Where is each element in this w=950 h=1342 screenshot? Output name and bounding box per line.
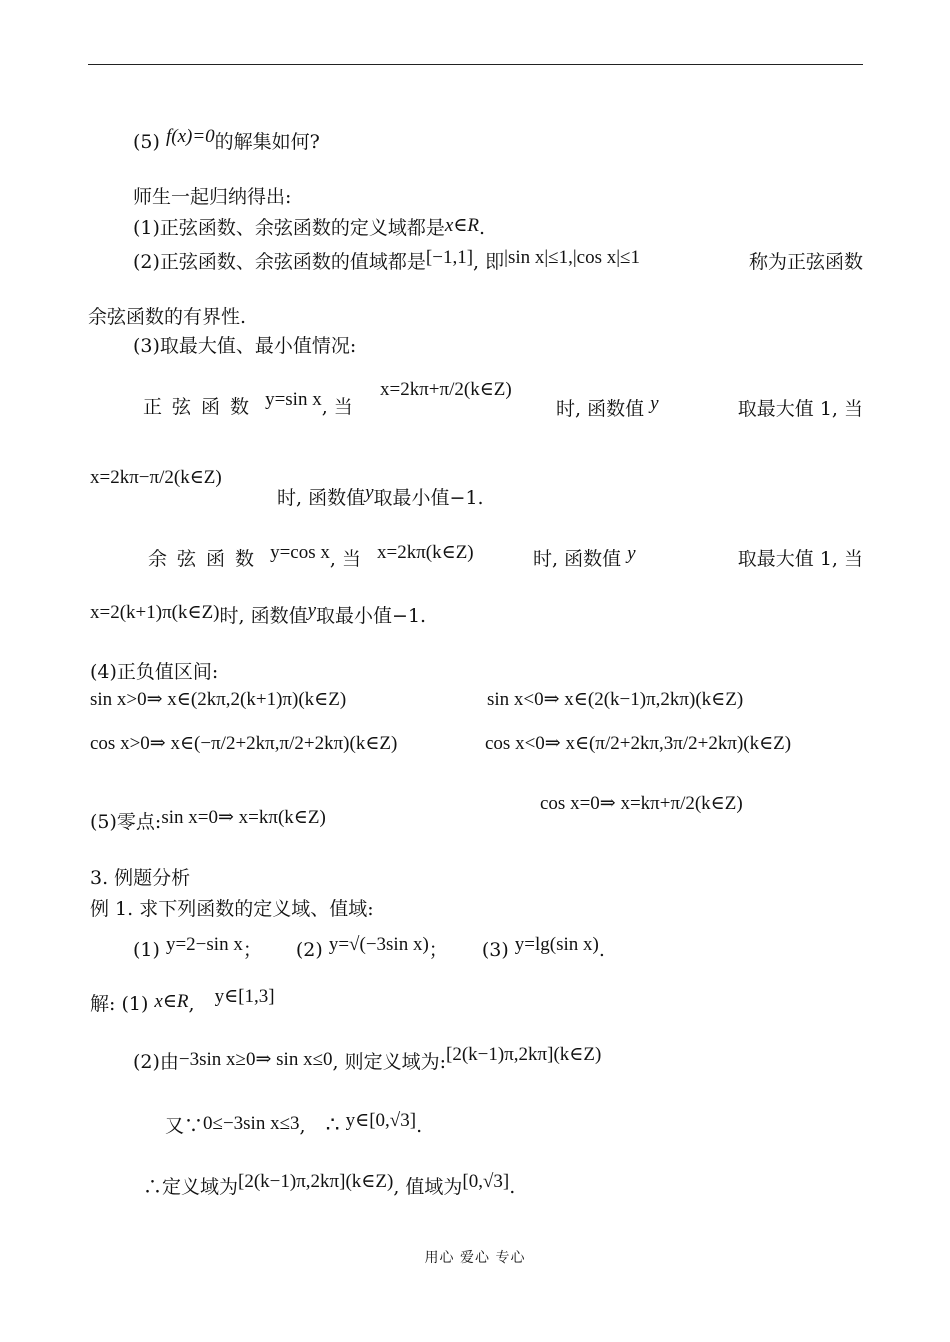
sine-lead [143, 389, 353, 420]
math-expression: −3sin x≥0⇒ sin x≤0 [178, 1049, 333, 1070]
sine-label: 正弦函数 [143, 396, 260, 418]
cos-zero: cos x=0⇒ x=kπ+π/2(k∈Z) [540, 793, 743, 814]
point-1-text: (1)正弦函数、余弦函数的定义域都是 [133, 217, 445, 239]
example-title: 例 1. 求下列函数的定义域、值域: [90, 898, 374, 920]
sine-max-condition: x=2kπ+π/2(k∈Z) [380, 379, 512, 400]
math-expression: [−1,1] [425, 247, 474, 268]
solution-text: 又∵ [165, 1115, 204, 1137]
point-5 [90, 807, 326, 835]
variable-y: y [307, 600, 317, 621]
cos-negative-interval: cos x<0⇒ x∈(π/2+2kπ,3π/2+2kπ)(k∈Z) [485, 733, 792, 754]
cosine-max-result [533, 543, 863, 572]
variable-y: y [365, 482, 374, 503]
solution-text: , 则定义域为: [332, 1051, 446, 1073]
math-expression: |sin x|≤1,|cos x|≤1 [504, 247, 640, 268]
point-2-text: (2)正弦函数、余弦函数的值域都是 [133, 251, 426, 273]
math-expression: x∈R [154, 991, 189, 1012]
sin-zero: sin x=0⇒ x=kπ(k∈Z) [161, 807, 326, 828]
math-expression: y∈[0,√3] [345, 1110, 417, 1131]
cos-positive-interval: cos x>0⇒ x∈(−π/2+2kπ,π/2+2kπ)(k∈Z) [90, 733, 398, 754]
sine-max-result [556, 393, 863, 422]
math-expression: f(x)=0 [165, 126, 215, 147]
variable-y: y [650, 393, 659, 414]
cosine-lead [148, 542, 474, 572]
result-text: 时, 函数值 [556, 398, 645, 420]
math-expression: x∈R [444, 215, 480, 236]
therefore-symbol: ∴ [325, 1113, 340, 1138]
sine-min-condition: x=2kπ−π/2(k∈Z) [90, 467, 222, 488]
solution-4: ∴定义域为[2(k−1)π,2kπ](k∈Z), 值域为[0,√3]. [143, 1171, 516, 1198]
solution-1: 解: (1) x∈R, y∈[1,3] [90, 986, 275, 1015]
summary-intro: 师生一起归纳得出: [133, 186, 292, 208]
punctuation: , 当 [321, 396, 353, 418]
example-questions: (1) y=2−sin x； (2) y=√(−3sin x)； (3) y=lg(sin x). [133, 934, 605, 961]
point-1 [133, 216, 485, 241]
math-expression: y=cos x [270, 542, 330, 563]
math-expression: y=lg(sin x) [514, 934, 599, 955]
max-value-text: 取最大值 1, 当 [737, 398, 863, 420]
sin-positive-interval: sin x>0⇒ x∈(2kπ,2(k+1)π)(k∈Z) [90, 689, 347, 710]
header-rule [88, 64, 863, 65]
solution-label: 解: (1) [90, 993, 149, 1015]
math-expression: 0≤−3sin x≤3 [203, 1113, 300, 1134]
punctuation: , 当 [329, 548, 361, 570]
sin-negative-interval: sin x<0⇒ x∈(2(k−1)π,2kπ)(k∈Z) [487, 689, 744, 710]
point-2-continuation: 余弦函数的有界性. [88, 306, 247, 328]
point-3: (3)取最大值、最小值情况: [133, 335, 357, 357]
cosine-min-line [90, 600, 427, 629]
section-heading: 3. 例题分析 [90, 867, 191, 889]
point-2 [133, 247, 863, 275]
point-4: (4)正负值区间: [90, 661, 219, 683]
result-text: 时, 函数值 [277, 487, 366, 509]
solution-2 [133, 1044, 602, 1075]
result-text: 时, 函数值 [219, 605, 308, 627]
variable-y: y [627, 543, 636, 564]
question-5 [133, 126, 320, 155]
point-2-tail: 称为正弦函数 [748, 251, 863, 273]
question-text: 的解集如何? [214, 131, 320, 153]
math-expression: y=√(−3sin x) [328, 934, 429, 955]
sine-min-result [277, 482, 484, 511]
math-expression: y∈[1,3] [214, 986, 275, 1007]
point-2-mid: , 即 [473, 251, 505, 273]
question-number: (2) [295, 939, 323, 961]
math-expression: y=sin x [265, 389, 322, 410]
solution-text: (2)由 [133, 1051, 179, 1073]
solution-text: , 值域为 [393, 1176, 463, 1198]
cosine-max-condition: x=2kπ(k∈Z) [377, 542, 474, 563]
punctuation: . [479, 217, 486, 239]
question-number: (1) [133, 939, 160, 961]
question-number: (3) [481, 939, 509, 961]
min-value-text: 取最小值−1. [316, 605, 427, 627]
point-5-text: (5)零点: [90, 811, 162, 833]
page-footer: 用心 爱心 专心 [424, 1250, 526, 1266]
max-value-text: 取最大值 1, 当 [737, 548, 863, 570]
math-expression: [0,√3] [462, 1171, 510, 1192]
cosine-min-condition: x=2(k+1)π(k∈Z) [90, 602, 220, 623]
math-expression: y=2−sin x [165, 934, 243, 955]
math-expression: [2(k−1)π,2kπ](k∈Z) [446, 1044, 602, 1065]
math-expression: [2(k−1)π,2kπ](k∈Z) [238, 1171, 394, 1192]
min-value-text: 取最小值−1. [373, 487, 484, 509]
question-number: (5) [133, 131, 160, 153]
result-text: 时, 函数值 [533, 548, 622, 570]
solution-text: ∴定义域为 [143, 1176, 239, 1198]
cosine-label: 余弦函数 [148, 548, 265, 570]
solution-3: 又∵0≤−3sin x≤3, ∴ y∈[0,√3]. [165, 1110, 423, 1138]
